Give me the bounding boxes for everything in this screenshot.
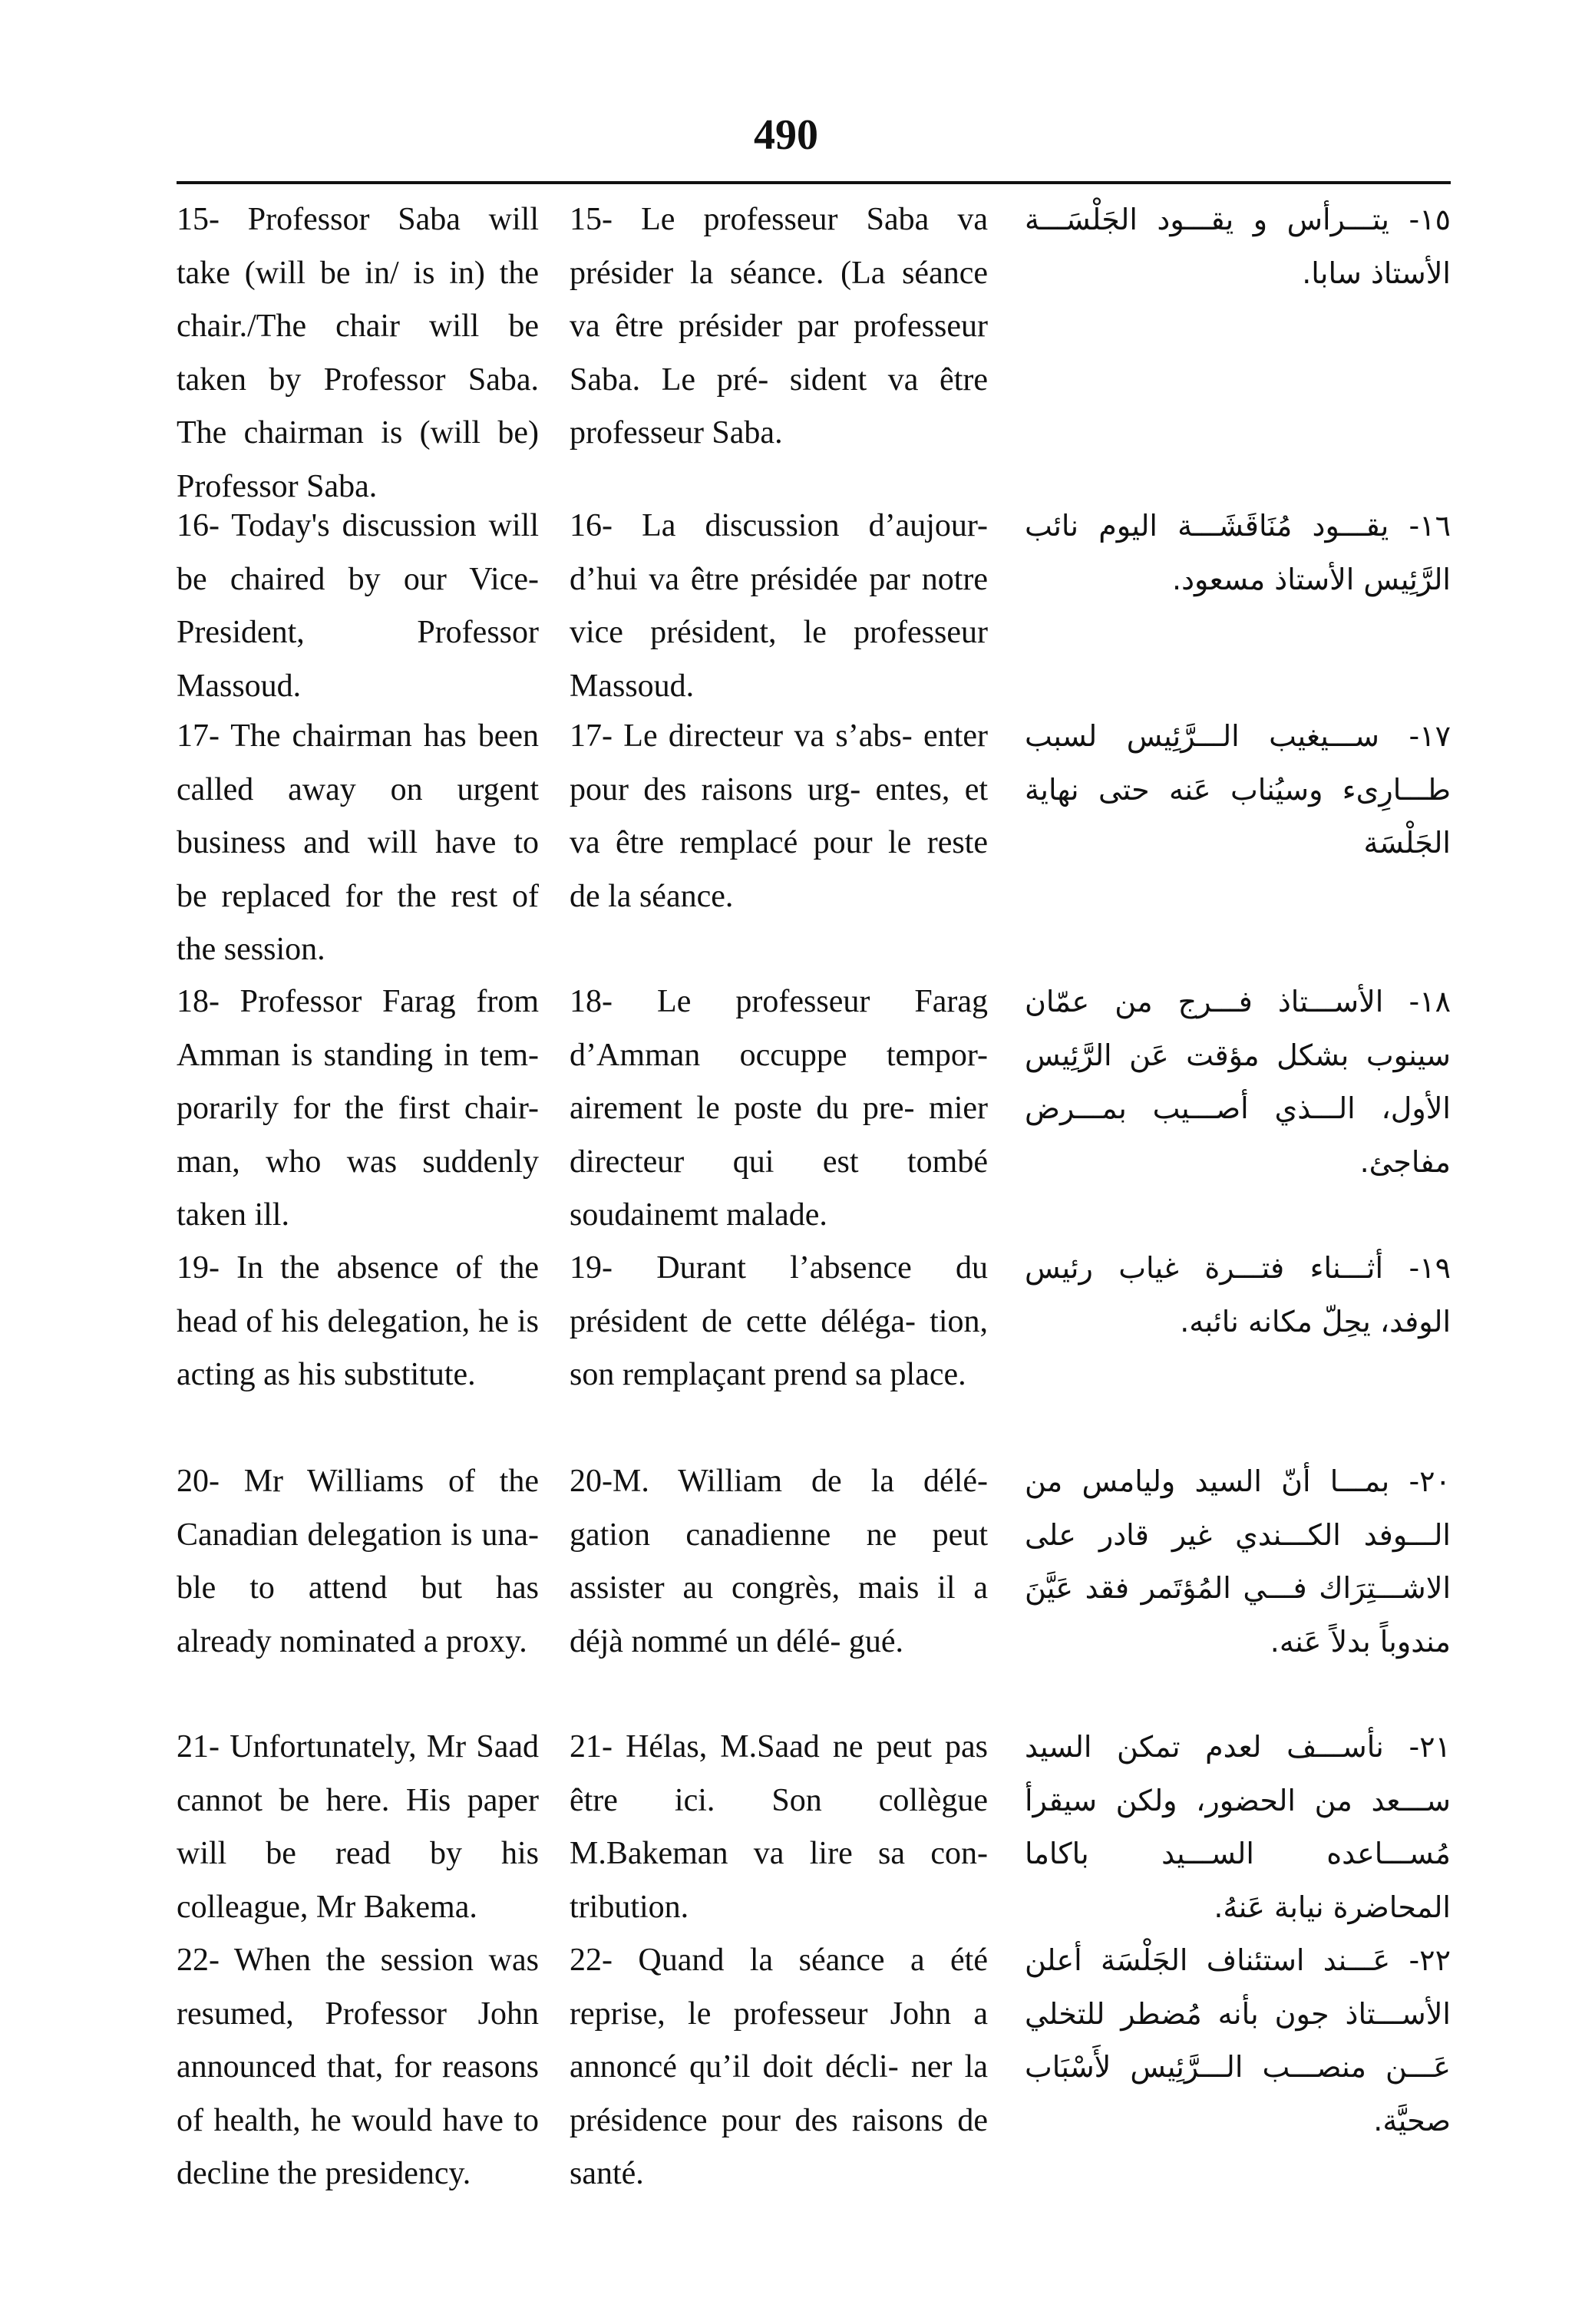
entry-english: 17- The chairman has been called away on urgent business and will have to be replaced for the rest of the session.: [177, 718, 539, 967]
entry-french: 17- Le directeur va s’abs- enter pour des raisons urg- entes, et va être remplacé pour le reste de la séance.: [570, 718, 988, 914]
entry-french: 22- Quand la séance a été reprise, le professeur John a annoncé qu’il doit décli- ner la présidence pour des raisons de santé.: [570, 1943, 988, 2191]
entry-french: 18- Le professeur Farag d’Amman occuppe tempor- airement le poste du pre- mier directeur qui est tombé soudainemt malade.: [570, 984, 988, 1233]
entry-french: 20-M. William de la délé- gation canadienne ne peut assister au congrès, mais il a déjà nommé un délé- gué.: [570, 1464, 988, 1659]
entry-french: 19- Durant l’absence du président de cette déléga- tion, son remplaçant prend sa place.: [570, 1250, 988, 1392]
entry-english: 21- Unfortunately, Mr Saad cannot be here. His paper will be read by his colleague, Mr Bakema.: [177, 1729, 539, 1925]
entry-arabic: ١٨- الأســـتاذ فـــرج من عمّان سينوب بشكل مؤقت عَن الرَّئِيس الأول، الـــذي أصـــيب بمـــرض مفاجئ.: [1025, 985, 1451, 1179]
entry-arabic: ٢١- نأســـف لعدم تمكن السيد ســـعد من الحضور، ولكن سيقرأ مُســـاعده الســـيد باكاما المحاضرة نيابة عَنهُ.: [1025, 1730, 1451, 1924]
entry-english: 16- Today's discussion will be chaired by our Vice-President, Professor Massoud.: [177, 508, 539, 704]
entry-english: 20- Mr Williams of the Canadian delegation is una- ble to attend but has already nominated a proxy.: [177, 1464, 539, 1659]
entry-arabic: ١٦- يقـــود مُنَاقَشَـــة اليوم نائب الرَّئِيس الأستاذ مسعود.: [1025, 509, 1451, 596]
entry-english: 18- Professor Farag from Amman is standing in tem- porarily for the first chair- man, who was suddenly taken ill.: [177, 984, 539, 1233]
page-number: 490: [754, 111, 818, 159]
entry-arabic: ١٧- ســـيغيب الـــرَّئِيس لسبب طـــارِىء وسيُناب عَنه حتى نهاية الجَلْسَة: [1025, 719, 1451, 860]
entry-arabic: ١٩- أثـــناء فتـــرة غياب رئيس الوفد، يحِلّ مكانه نائبه.: [1025, 1251, 1451, 1339]
entry-arabic: ٢٠- بمـــا أنّ السيد وليامس من الـــوفد الكـــندي غير قادر على الاشـــتِرَاك فـــي المُؤتَمر فقد عَيَّنَ مندوباً بدلاً عَنه.: [1025, 1464, 1451, 1659]
header-rule: [177, 181, 1451, 184]
entry-arabic: ١٥- يتـــرأس و يقـــود الجَلْسَـــة الأستاذ سابا.: [1025, 203, 1451, 290]
entry-french: 15- Le professeur Saba va présider la séance. (La séance va être présider par professeur Saba. Le pré- sident va être professeur Saba.: [570, 202, 988, 451]
entry-english: 15- Professor Saba will take (will be in/ is in) the chair./The chair will be taken by Professor Saba. The chairman is (will be) Professor Saba.: [177, 202, 539, 504]
entry-english: 22- When the session was resumed, Professor John announced that, for reasons of health, he would have to decline the presidency.: [177, 1943, 539, 2191]
entry-english: 19- In the absence of the head of his delegation, he is acting as his substitute.: [177, 1250, 539, 1392]
entry-french: 16- La discussion d’aujour- d’hui va être présidée par notre vice président, le professeur Massoud.: [570, 508, 988, 704]
entry-french: 21- Hélas, M.Saad ne peut pas être ici. Son collègue M.Bakeman va lire sa con- tribution.: [570, 1729, 988, 1925]
entry-arabic: ٢٢- عَـــند استئناف الجَلْسَة أعلن الأســـتاذ جون بأنه مُضطر للتخلي عَـــن منصـــب الـــرَّئِيس لأَسْبَاب صحيَّة.: [1025, 1943, 1451, 2137]
